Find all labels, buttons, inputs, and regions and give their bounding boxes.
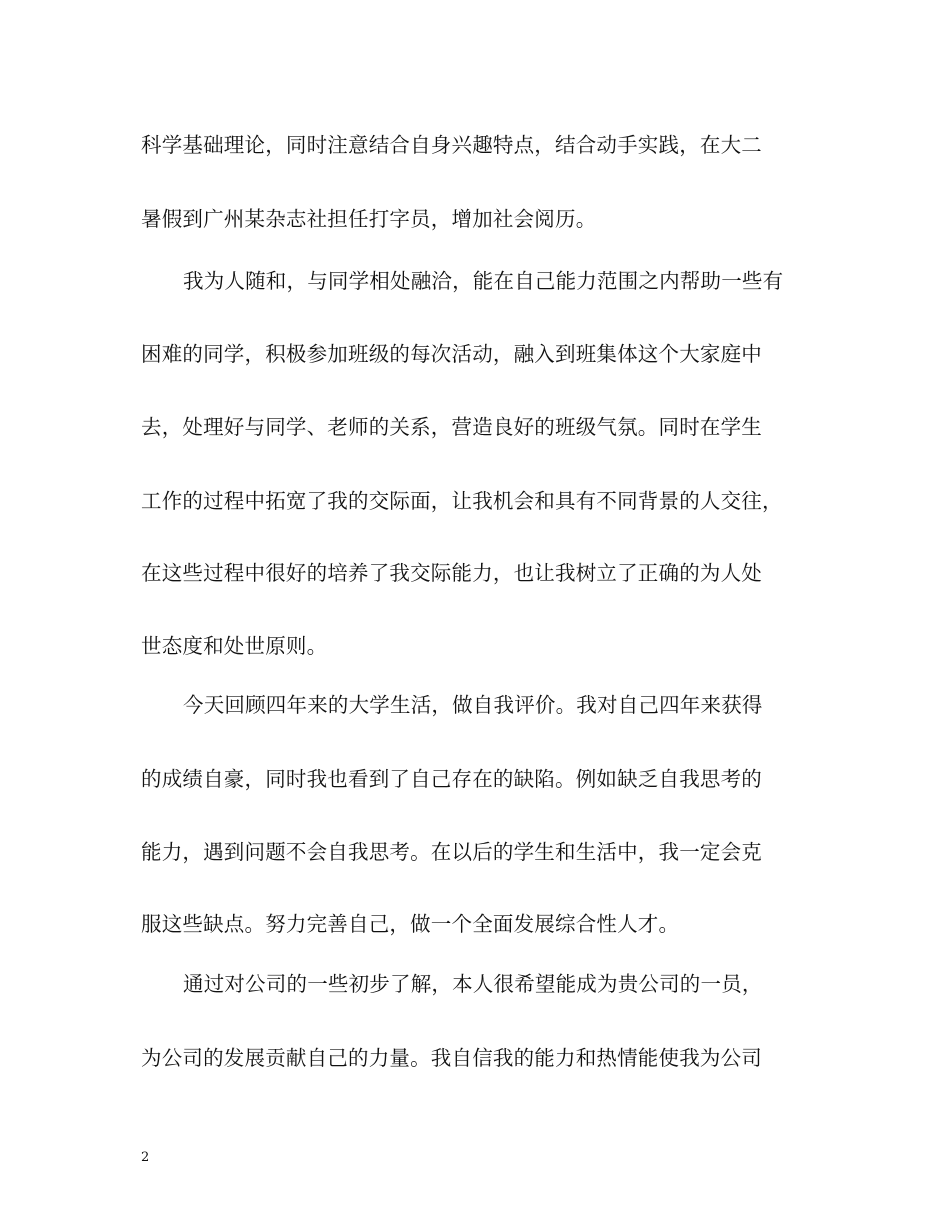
text-line: 去，处理好与同学、老师的关系，营造良好的班级气氛。同时在学生	[141, 415, 762, 439]
text-line: 科学基础理论，同时注意结合自身兴趣特点，结合动手实践，在大二	[141, 133, 762, 157]
text-line: 工作的过程中拓宽了我的交际面，让我机会和具有不同背景的人交往，	[141, 489, 783, 513]
paragraph-start-line: 今天回顾四年来的大学生活，做自我评价。我对自己四年来获得	[183, 693, 763, 717]
text-line: 困难的同学，积极参加班级的每次活动，融入到班集体这个大家庭中	[141, 342, 762, 366]
text-line: 的成绩自豪，同时我也看到了自己存在的缺陷。例如缺乏自我思考的	[141, 767, 762, 791]
text-line: 为公司的发展贡献自己的力量。我自信我的能力和热情能使我为公司	[141, 1046, 762, 1070]
text-line: 能力，遇到问题不会自我思考。在以后的学生和生活中，我一定会克	[141, 840, 762, 864]
text-line: 世态度和处世原则。	[141, 634, 328, 658]
text-line: 在这些过程中很好的培养了我交际能力，也让我树立了正确的为人处	[141, 561, 762, 585]
page-number: 2	[141, 1150, 150, 1165]
paragraph-start-line: 我为人随和，与同学相处融洽，能在自己能力范围之内帮助一些有	[183, 269, 784, 293]
text-line: 服这些缺点。努力完善自己，做一个全面发展综合性人才。	[141, 912, 680, 936]
text-line: 暑假到广州某杂志社担任打字员，增加社会阅历。	[141, 207, 597, 231]
paragraph-start-line: 通过对公司的一些初步了解，本人很希望能成为贵公司的一员，	[183, 972, 763, 996]
